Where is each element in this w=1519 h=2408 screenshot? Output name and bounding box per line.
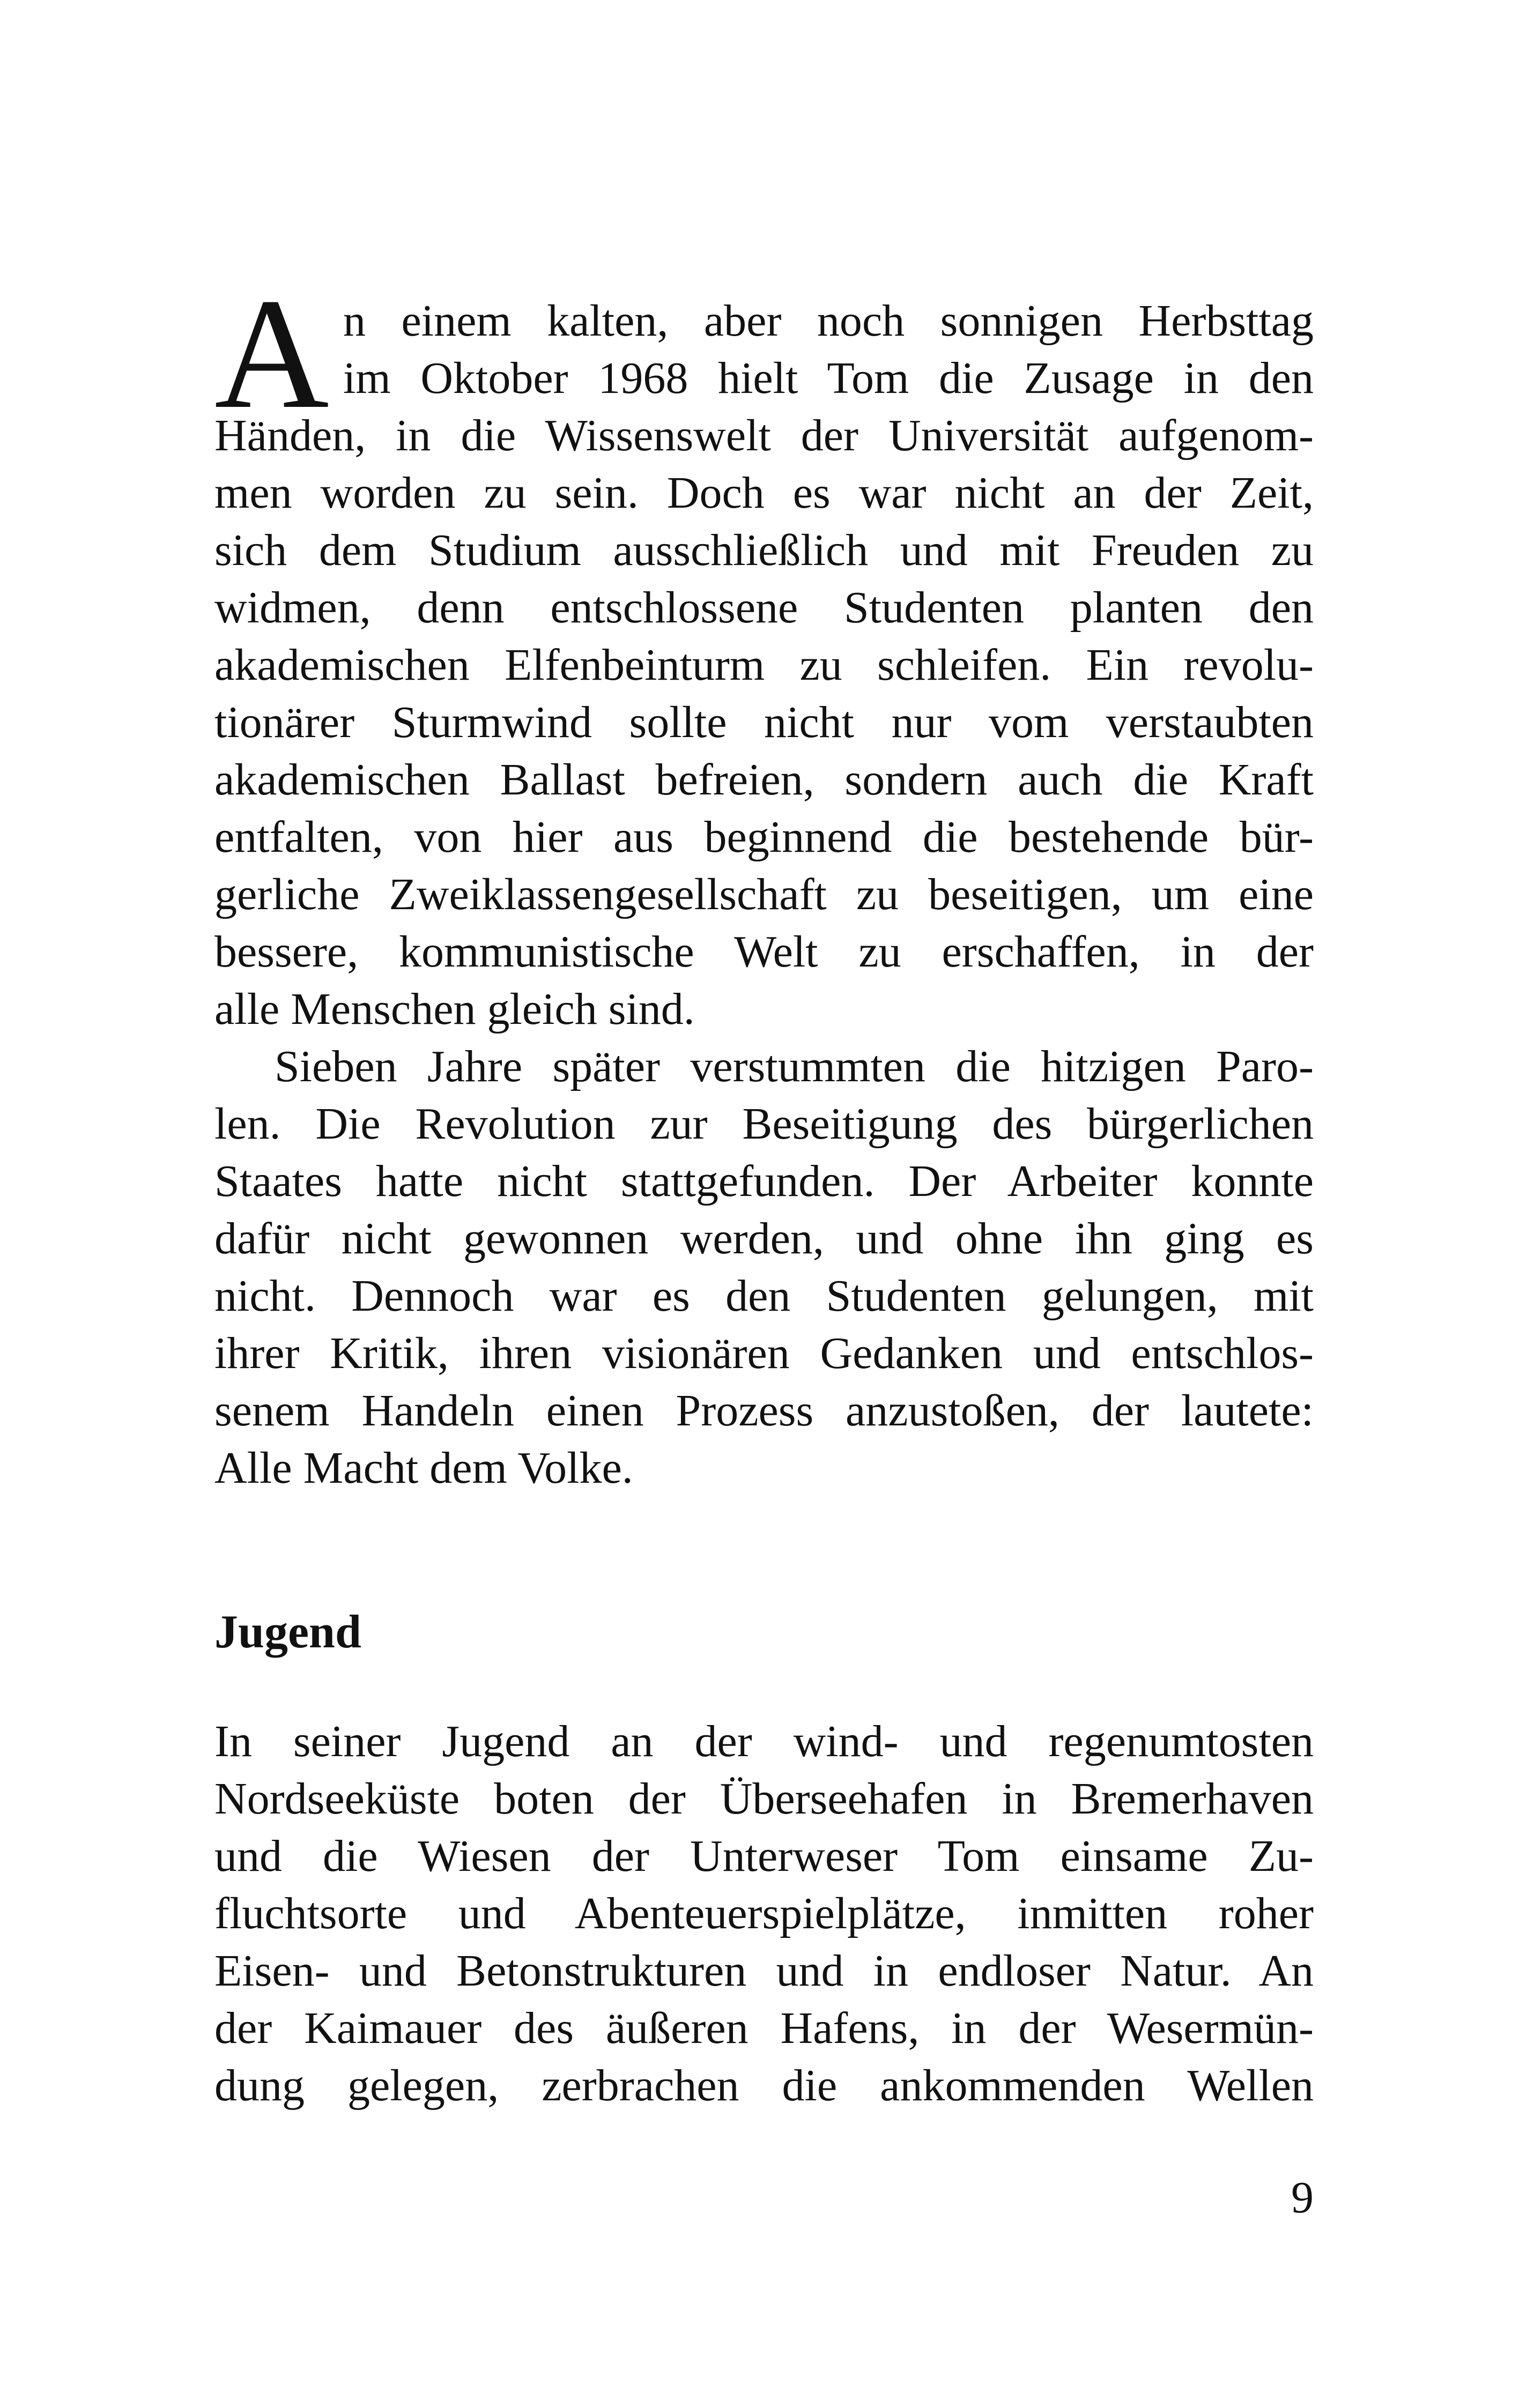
paragraph-line: dung gelegen, zerbrachen die ankommenden Wellen [214, 2061, 1314, 2110]
paragraph-line: im Oktober 1968 hielt Tom die Zusage in den [343, 353, 1314, 403]
paragraph-line: ihrer Kritik, ihren visionären Gedanken und entschlos- [214, 1328, 1314, 1378]
paragraph-line: Händen, in die Wissenswelt der Universität aufgenom- [214, 411, 1314, 460]
paragraph-line: Eisen- und Betonstrukturen und in endloser Natur. An [214, 1946, 1314, 1996]
paragraph-line: In seiner Jugend an der wind- und regenumtosten [214, 1716, 1314, 1766]
paragraph-line: men worden zu sein. Doch es war nicht an der Zeit, [214, 468, 1314, 518]
paragraph-line: tionärer Sturmwind sollte nicht nur vom verstaubten [214, 697, 1314, 747]
paragraph-line: alle Menschen gleich sind. [214, 984, 695, 1034]
page-number: 9 [1291, 2173, 1314, 2223]
paragraph-line: widmen, denn entschlossene Studenten planten den [214, 583, 1314, 633]
paragraph-line: Staates hatte nicht stattgefunden. Der Arbeiter konnte [214, 1156, 1314, 1206]
paragraph-line: senem Handeln einen Prozess anzustoßen, der lautete: [214, 1386, 1314, 1436]
paragraph-line: entfalten, von hier aus beginnend die bestehende bür- [214, 812, 1314, 862]
paragraph-line: len. Die Revolution zur Beseitigung des bürgerlichen [214, 1099, 1314, 1149]
paragraph-line: sich dem Studium ausschließlich und mit Freuden zu [214, 525, 1314, 575]
paragraph-line: n einem kalten, aber noch sonnigen Herbsttag [343, 296, 1314, 346]
paragraph-line: dafür nicht gewonnen werden, und ohne ihn ging es [214, 1214, 1314, 1264]
drop-cap: A [214, 266, 329, 442]
second-paragraph [214, 1038, 1314, 1499]
paragraph-line: fluchtsorte und Abenteuerspielplätze, inmitten roher [214, 1889, 1314, 1938]
section-heading: Jugend [214, 1606, 361, 1658]
paragraph-line: und die Wiesen der Unterweser Tom einsame Zu- [214, 1831, 1314, 1881]
paragraph-line: nicht. Dennoch war es den Studenten gelungen, mit [214, 1271, 1314, 1321]
paragraph-line: Alle Macht dem Volke. [214, 1443, 633, 1493]
section-paragraph [214, 1713, 1314, 2120]
paragraph-line: Sieben Jahre später verstummten die hitzigen Paro- [275, 1042, 1314, 1091]
opening-paragraph [214, 266, 1314, 1048]
paragraph-line: gerliche Zweiklassengesellschaft zu beseitigen, um eine [214, 869, 1314, 919]
paragraph-line: Nordseeküste boten der Überseehafen in Bremerhaven [214, 1774, 1314, 1824]
paragraph-line: akademischen Elfenbeinturm zu schleifen. Ein revolu- [214, 640, 1314, 690]
paragraph-line: bessere, kommunistische Welt zu erschaffen, in der [214, 927, 1314, 977]
paragraph-line: der Kaimauer des äußeren Hafens, in der Wesermün- [214, 2003, 1314, 2053]
paragraph-line: akademischen Ballast befreien, sondern auch die Kraft [214, 755, 1314, 805]
